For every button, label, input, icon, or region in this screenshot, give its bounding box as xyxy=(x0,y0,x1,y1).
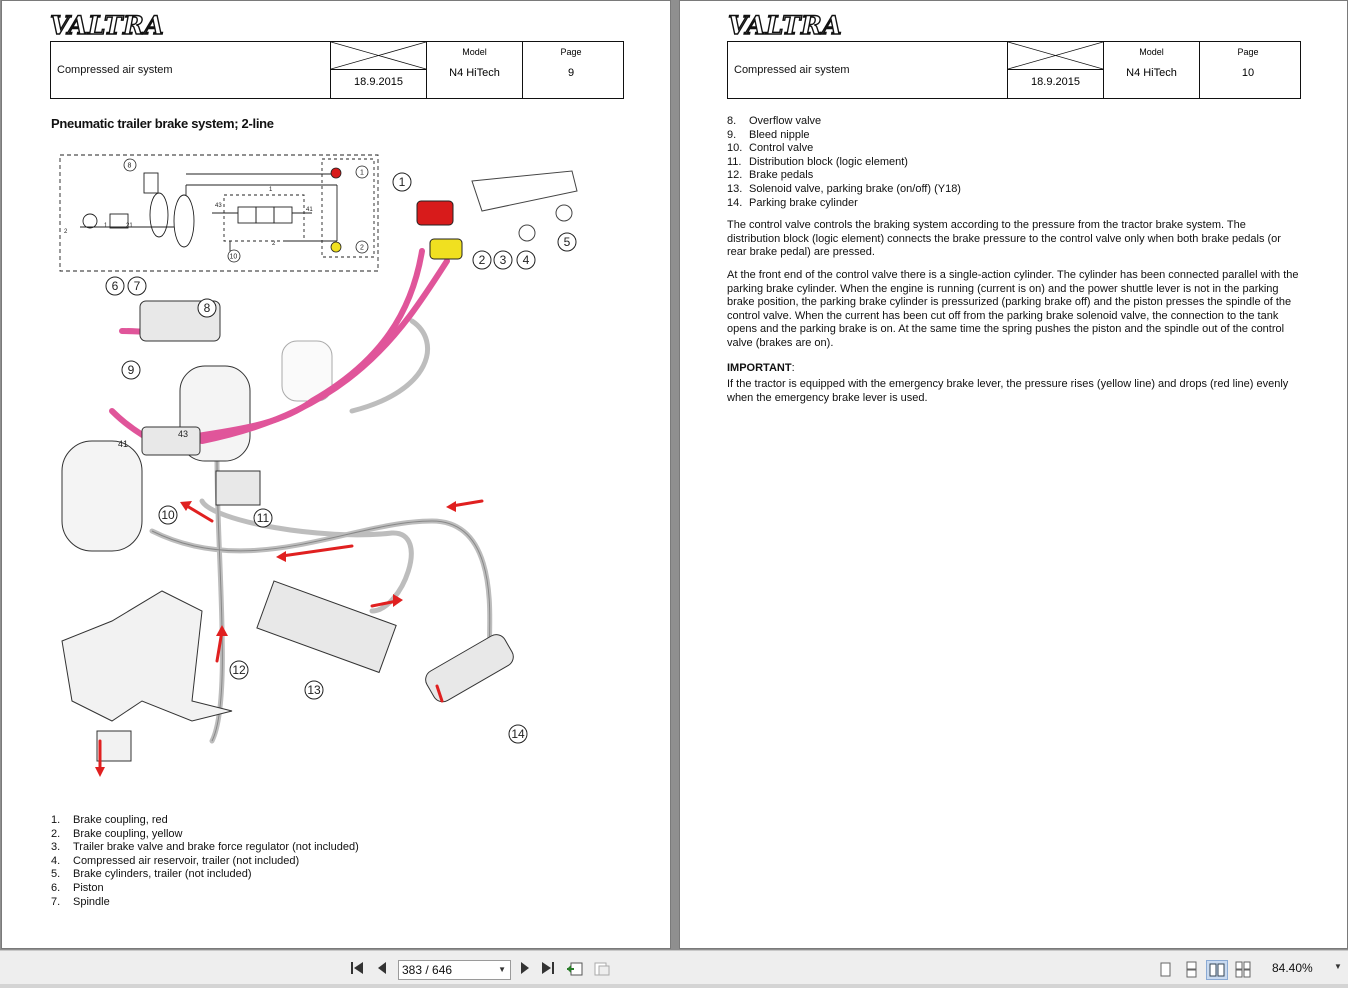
svg-text:4: 4 xyxy=(522,253,530,267)
viewer-toolbar xyxy=(0,950,1348,988)
svg-text:5: 5 xyxy=(563,235,571,249)
page-heading: Pneumatic trailer brake system; 2-line xyxy=(51,116,274,131)
schematic-port-2: 2 xyxy=(64,229,68,235)
pdf-page-left xyxy=(1,0,671,949)
pneumatic-schematic xyxy=(60,155,378,271)
header-page-cell xyxy=(523,42,619,98)
list-item: 7. Spindle xyxy=(51,895,110,908)
list-item: 13. Solenoid valve, parking brake (on/off) (Y18) xyxy=(727,182,961,195)
valtra-logo: VALTRA xyxy=(50,11,165,40)
header-title: Compressed air system xyxy=(51,42,331,98)
list-item: 4. Compressed air reservoir, trailer (not included) xyxy=(51,854,300,867)
first-page-icon[interactable] xyxy=(348,961,366,979)
callout-12 xyxy=(230,661,248,679)
list-item: 2. Brake coupling, yellow xyxy=(51,827,183,840)
svg-text:7: 7 xyxy=(133,279,141,293)
page-header-table xyxy=(727,41,1301,99)
list-item: 6. Piston xyxy=(51,881,104,894)
schematic-label-8: 8 xyxy=(127,162,132,170)
svg-text:3: 3 xyxy=(499,253,507,267)
svg-text:10: 10 xyxy=(161,508,175,522)
header-model-cell xyxy=(427,42,523,98)
callout-4 xyxy=(517,251,535,269)
continuous-facing-icon[interactable] xyxy=(1232,960,1254,980)
callout-1 xyxy=(393,173,411,191)
header-model-label: Model xyxy=(1139,47,1164,57)
page-header-table xyxy=(50,41,624,99)
header-title: Compressed air system xyxy=(728,42,1008,98)
header-model-label: Model xyxy=(462,47,487,57)
schematic-port-43: 43 xyxy=(215,203,222,209)
horizontal-scrollbar[interactable] xyxy=(0,984,1348,988)
part-port-41: 41 xyxy=(118,439,129,449)
chevron-down-icon[interactable]: ▼ xyxy=(498,965,506,974)
chevron-down-icon[interactable]: ▼ xyxy=(1334,962,1342,971)
callout-7 xyxy=(128,277,146,295)
facing-icon[interactable] xyxy=(1206,960,1228,980)
brake-system-illustration xyxy=(52,141,582,781)
part-port-43: 43 xyxy=(178,429,189,439)
prev-view-icon[interactable] xyxy=(566,961,584,979)
callout-5 xyxy=(558,233,576,251)
schematic-label-2: 2 xyxy=(360,244,364,252)
header-cross-box xyxy=(1008,42,1103,70)
zoom-level[interactable]: 84.40% xyxy=(1272,961,1313,975)
pdf-page-right xyxy=(679,0,1348,949)
schematic-port-1: 1 xyxy=(104,223,108,229)
header-date: 18.9.2015 xyxy=(354,76,403,88)
legend-list xyxy=(51,814,359,909)
schematic-port-41: 41 xyxy=(306,207,313,213)
header-cross-box xyxy=(331,42,426,70)
header-page-cell xyxy=(1200,42,1296,98)
important-heading: IMPORTANT: xyxy=(727,362,795,374)
callout-10 xyxy=(159,506,177,524)
callout-11 xyxy=(254,509,272,527)
schematic-port-2b: 2 xyxy=(272,241,276,247)
last-page-icon[interactable] xyxy=(539,961,557,979)
schematic-label-10: 10 xyxy=(229,253,238,261)
parts-list-continued xyxy=(727,115,961,210)
schematic-port-1b: 1 xyxy=(269,187,273,193)
valtra-logo: VALTRA xyxy=(728,11,843,40)
callout-9 xyxy=(122,361,140,379)
callout-2 xyxy=(473,251,491,269)
svg-text:2: 2 xyxy=(478,253,486,267)
header-page-label: Page xyxy=(560,47,582,57)
callout-6 xyxy=(106,277,124,295)
svg-text:6: 6 xyxy=(111,279,119,293)
list-item: 1. Brake coupling, red xyxy=(51,814,168,826)
callout-8 xyxy=(198,299,216,317)
list-item: 12. Brake pedals xyxy=(727,169,814,182)
paragraph-single-action-cylinder: At the front end of the control valve there is a single-action cylinder. The cylinder has been connected parallel with the parking brake cylinder. When the engine is running (current is on) and the power shuttle lever is not in the parking brake position, the parking brake cylinder is pressurized (parking brake off) and the piston presses the spindle of the control valve. When the current has been cut off from the parking brake solenoid valve, the connection to the tank opens and the parking brake is on. At the same time the spring pushes the piston and the spindle out of the control valve (brakes are on). xyxy=(727,269,1299,349)
schematic-label-1: 1 xyxy=(360,169,364,177)
list-item: 9. Bleed nipple xyxy=(727,128,810,141)
list-item: 3. Trailer brake valve and brake force regulator (not included) xyxy=(51,841,359,854)
header-date-cell xyxy=(331,42,427,98)
svg-text:13: 13 xyxy=(307,683,321,697)
header-page-number: 10 xyxy=(1241,67,1255,79)
page-number-input[interactable]: 383 / 646 ▼ xyxy=(398,960,511,980)
svg-text:9: 9 xyxy=(127,363,135,377)
next-view-icon[interactable] xyxy=(593,961,611,979)
single-page-icon[interactable] xyxy=(1154,960,1176,980)
callout-3 xyxy=(494,251,512,269)
list-item: 10. Control valve xyxy=(727,142,814,155)
callout-14 xyxy=(509,725,527,743)
header-date: 18.9.2015 xyxy=(1031,76,1080,88)
svg-text:8: 8 xyxy=(203,301,211,315)
list-item: 8. Overflow valve xyxy=(727,115,822,127)
header-model: N4 HiTech xyxy=(449,67,500,79)
prev-page-icon[interactable] xyxy=(373,961,391,979)
next-page-icon[interactable] xyxy=(516,961,534,979)
svg-text:14: 14 xyxy=(511,727,525,741)
list-item: 5. Brake cylinders, trailer (not included) xyxy=(51,868,252,881)
paragraph-control-valve: The control valve controls the braking system according to the pressure from the tractor brake system. The distribution block (logic element) connects the brake pressure to the control valve only when both brake pedals (or rear brake pedal) are pressed. xyxy=(727,219,1281,259)
list-item: 11. Distribution block (logic element) xyxy=(727,155,908,168)
schematic-port-21: 21 xyxy=(126,223,133,229)
important-text: If the tractor is equipped with the emergency brake lever, the pressure rises (yellow line) and drops (red line) evenly when the emergency brake lever is used. xyxy=(727,378,1289,404)
header-page-label: Page xyxy=(1237,47,1259,57)
header-page-number: 9 xyxy=(567,67,575,79)
svg-text:11: 11 xyxy=(256,511,270,525)
list-item: 14. Parking brake cylinder xyxy=(727,196,858,209)
header-model: N4 HiTech xyxy=(1126,67,1177,79)
header-date-cell xyxy=(1008,42,1104,98)
svg-text:12: 12 xyxy=(232,663,246,677)
continuous-icon[interactable] xyxy=(1180,960,1202,980)
svg-text:1: 1 xyxy=(398,175,406,189)
header-model-cell xyxy=(1104,42,1200,98)
callout-13 xyxy=(305,681,323,699)
